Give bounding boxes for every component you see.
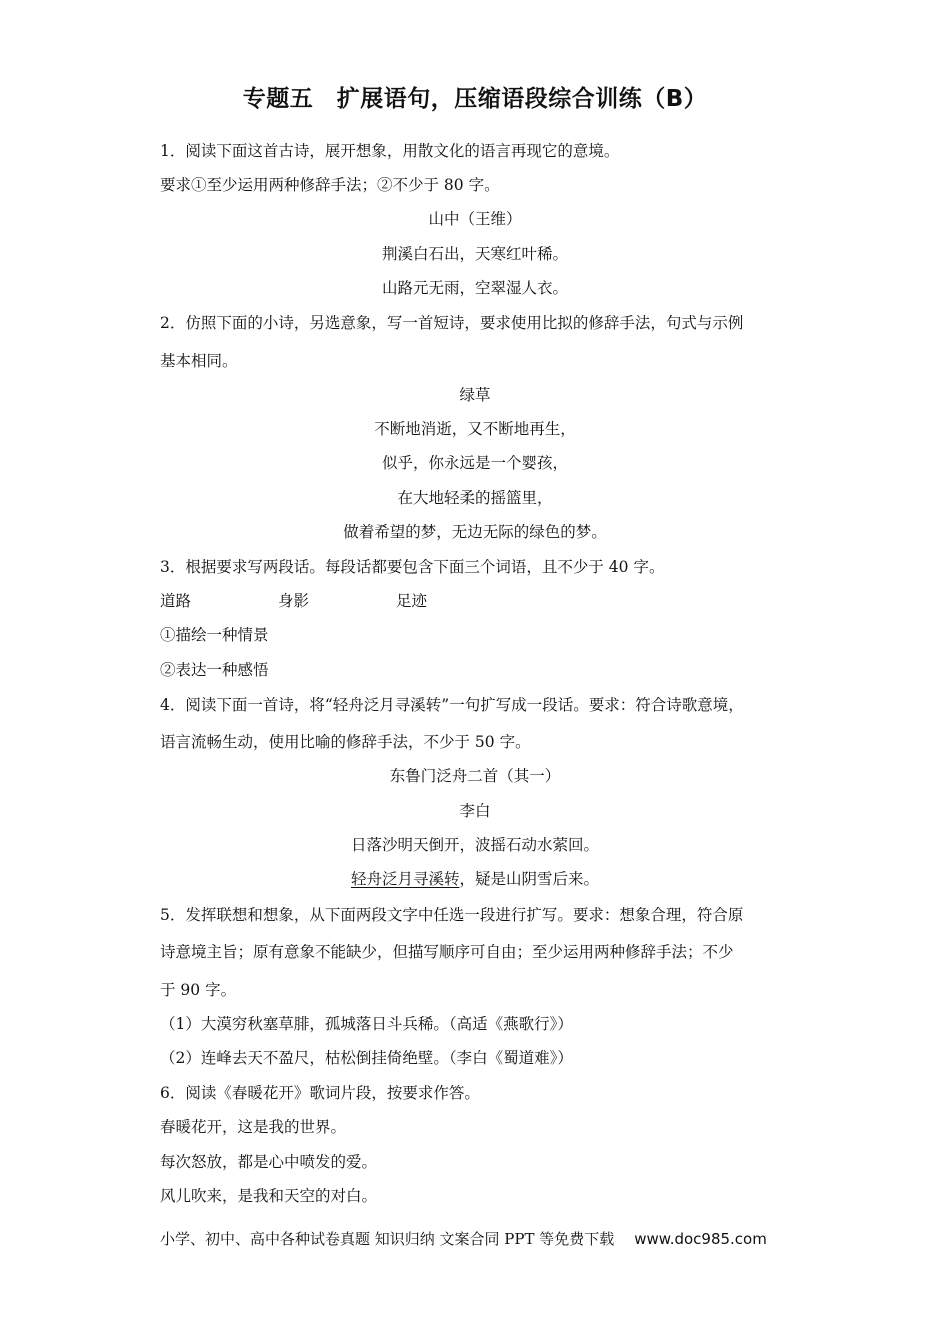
- q4-poem-title: 东鲁门泛舟二首（其一）: [389, 767, 561, 785]
- q1-poem-title: 山中（王维）: [428, 210, 522, 228]
- q6-lyric-1: 春暖花开，这是我的世界。: [160, 1118, 347, 1136]
- q6-prompt: 6．阅读《春暖花开》歌词片段，按要求作答。: [160, 1084, 480, 1102]
- q2-prompt-line-1: 2．仿照下面的小诗，另选意象，写一首短诗，要求使用比拟的修辞手法，句式与示例: [160, 314, 744, 332]
- q4-poem-author: 李白: [459, 802, 491, 820]
- q1-poem-line-1: 荆溪白石出，天寒红叶稀。: [381, 245, 568, 263]
- q5-option-1: （1）大漠穷秋塞草腓，孤城落日斗兵稀。（高适《燕歌行》）: [160, 1015, 573, 1033]
- q1-requirement: 要求①至少运用两种修辞手法；②不少于 80 字。: [160, 176, 500, 194]
- footer-text: 小学、初中、高中各种试卷真题 知识归纳 文案合同 PPT 等免费下载: [160, 1230, 615, 1248]
- q3-word: 足迹: [396, 592, 428, 610]
- q4-prompt-line-2: 语言流畅生动，使用比喻的修辞手法，不少于 50 字。: [160, 733, 531, 751]
- q3-prompt: 3．根据要求写两段话。每段话都要包含下面三个词语，且不少于 40 字。: [160, 558, 665, 576]
- q5-prompt-line-2: 诗意境主旨；原有意象不能缺少，但描写顺序可自由；至少运用两种修辞手法；不少: [160, 943, 734, 961]
- page-title: 专题五 扩展语句，压缩语段综合训练（B）: [242, 86, 708, 112]
- q6-lyric-3: 风儿吹来，是我和天空的对白。: [160, 1187, 378, 1205]
- page-footer: [160, 1228, 800, 1250]
- q5-option-2: （2）连峰去天不盈尺，枯松倒挂倚绝壁。（李白《蜀道难》）: [160, 1049, 573, 1067]
- q2-prompt-line-2: 基本相同。: [160, 352, 238, 370]
- q3-word-list: [160, 590, 800, 612]
- q4-underlined-phrase: 轻舟泛月寻溪转: [350, 870, 460, 888]
- q2-poem-line-1: 不断地消逝，又不断地再生，: [374, 420, 576, 438]
- q1-poem-line-2: 山路元无雨，空翠湿人衣。: [381, 279, 568, 297]
- q2-poem-line-3: 在大地轻柔的摇篮里，: [397, 489, 553, 507]
- q2-poem-title: 绿草: [459, 386, 491, 404]
- q3-word: 身影: [278, 592, 310, 610]
- q2-poem-line-2: 似乎，你永远是一个婴孩，: [381, 454, 568, 472]
- footer-site-link[interactable]: www.doc985.com: [634, 1230, 767, 1248]
- q3-requirement-1: ①描绘一种情景: [160, 626, 269, 644]
- q4-poem-line-2-rest: ，疑是山阴雪后来。: [459, 870, 600, 888]
- q4-poem-line-2: [160, 868, 790, 890]
- q4-poem-line-1: 日落沙明天倒开，波摇石动水萦回。: [350, 836, 599, 854]
- q5-prompt-line-3: 于 90 字。: [160, 981, 237, 999]
- q5-prompt-line-1: 5．发挥联想和想象，从下面两段文字中任选一段进行扩写。要求：想象合理，符合原: [160, 906, 744, 924]
- q2-poem-line-4: 做着希望的梦，无边无际的绿色的梦。: [343, 523, 607, 541]
- q3-requirement-2: ②表达一种感悟: [160, 661, 269, 679]
- q4-prompt-line-1: 4．阅读下面一首诗，将“轻舟泛月寻溪转”一句扩写成一段话。要求：符合诗歌意境，: [160, 696, 744, 714]
- q3-word: 道路: [160, 592, 192, 610]
- q6-lyric-2: 每次怒放，都是心中喷发的爱。: [160, 1153, 378, 1171]
- q1-prompt: 1．阅读下面这首古诗，展开想象，用散文化的语言再现它的意境。: [160, 142, 620, 160]
